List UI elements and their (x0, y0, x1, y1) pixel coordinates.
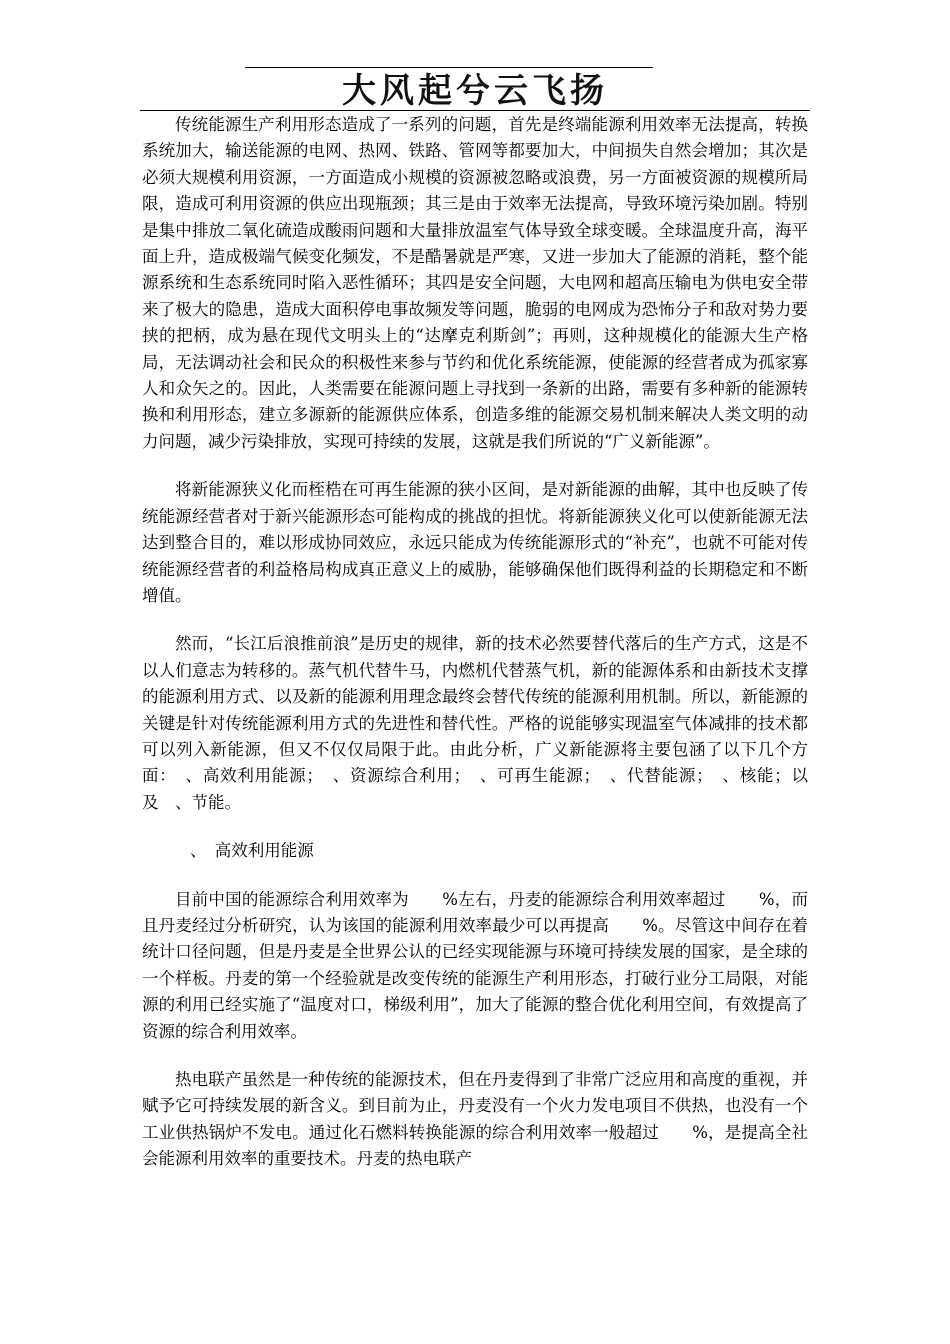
paragraph-gap (142, 865, 808, 887)
document-body (142, 112, 808, 1173)
paragraph-gap (142, 609, 808, 631)
section-heading-efficient-energy: 、 高效利用能源 (190, 841, 314, 861)
paragraph-gap (142, 455, 808, 477)
paragraph-cogeneration: 热电联产虽然是一种传统的能源技术，但在丹麦得到了非常广泛应用和高度的重视，并赋予它可持续发展的新含义。到目前为止，丹麦没有一个火力发电项目不供热，也没有一个工业供热锅炉不发电。通过化石燃料转换能源的综合利用效率一般超过 %，是提高全社会能源利用效率的重要技术。丹麦的热电联产 (142, 1070, 808, 1169)
header-rule (140, 110, 810, 111)
paragraph-gap (142, 1045, 808, 1067)
page-header-title: 大风起兮云飞扬 (342, 71, 608, 111)
paragraph-narrow-definition: 将新能源狭义化而桎梏在可再生能源的狭小区间，是对新能源的曲解，其中也反映了传统能源经营者对于新兴能源形态可能构成的挑战的担忧。将新能源狭义化可以使新能源无法达到整合目的，难以形成协同效应，永远只能成为传统能源形式的“补充”，也就不可能对传统能源经营者的利益格局构成真正意义上的威胁，能够确保他们既得利益的长期稳定和不断增值。 (142, 480, 808, 605)
top-rule (245, 67, 653, 68)
paragraph-gap (142, 816, 808, 838)
paragraph-traditional-energy-problems: 传统能源生产利用形态造成了一系列的问题，首先是终端能源利用效率无法提高，转换系统加大，输送能源的电网、热网、铁路、管网等都要加大，中间损失自然会增加；其次是必须大规模利用资源，一方面造成小规模的资源被忽略或浪费，另一方面被资源的规模所局限，造成可利用资源的供应出现瓶颈；其三是由于效率无法提高，导致环境污染加剧。特别是集中排放二氧化硫造成酸雨问题和大量排放温室气体导致全球变暖。全球温度升高，海平面上升，造成极端气候变化频发，不是酷暑就是严寒，又进一步加大了能源的消耗，整个能源系统和生态系统同时陷入恶性循环；其四是安全问题，大电网和超高压输电为供电安全带来了极大的隐患，造成大面积停电事故频发等问题，脆弱的电网成为恐怖分子和敌对势力要挟的把柄，成为悬在现代文明头上的“达摩克利斯剑”；再则，这种规模化的能源大生产格局，无法调动社会和民众的积极性来参与节约和优化系统能源，使能源的经营者成为孤家寡人和众矢之的。因此，人类需要在能源问题上寻找到一条新的出路，需要有多种新的能源转换和利用形态，建立多源新的能源供应体系，创造多维的能源交易机制来解决人类文明的动力问题，减少污染排放，实现可持续的发展，这就是我们所说的“广义新能源”。 (142, 115, 808, 451)
paragraph-efficiency-comparison: 目前中国的能源综合利用效率为 %左右，丹麦的能源综合利用效率超过 %，而且丹麦经过分析研究，认为该国的能源利用效率最少可以再提高 %。尽管这中间存在着统计口径问题，但是丹麦是全世界公认的已经实现能源与环境可持续发展的国家，是全球的一个样板。丹麦的第一个经验就是改变传统的能源生产利用形态，打破行业分工局限，对能源的利用已经实施了“温度对口，梯级利用”，加大了能源的整合优化利用空间，有效提高了资源的综合利用效率。 (142, 889, 808, 1041)
paragraph-broad-new-energy: 然而，“长江后浪推前浪”是历史的规律，新的技术必然要替代落后的生产方式，这是不以人们意志为转移的。蒸气机代替牛马，内燃机代替蒸气机，新的能源体系和由新技术支撑的能源利用方式、以及新的能源利用理念最终会替代传统的能源利用机制。所以，新能源的关键是针对传统能源利用方式的先进性和替代性。严格的说能够实现温室气体减排的技术都可以列入新能源，但又不仅仅局限于此。由此分析，广义新能源将主要包涵了以下几个方面： 、高效利用能源； 、资源综合利用； 、可再生能源； 、代替能源； 、核能；以及 、节能。 (142, 634, 808, 812)
